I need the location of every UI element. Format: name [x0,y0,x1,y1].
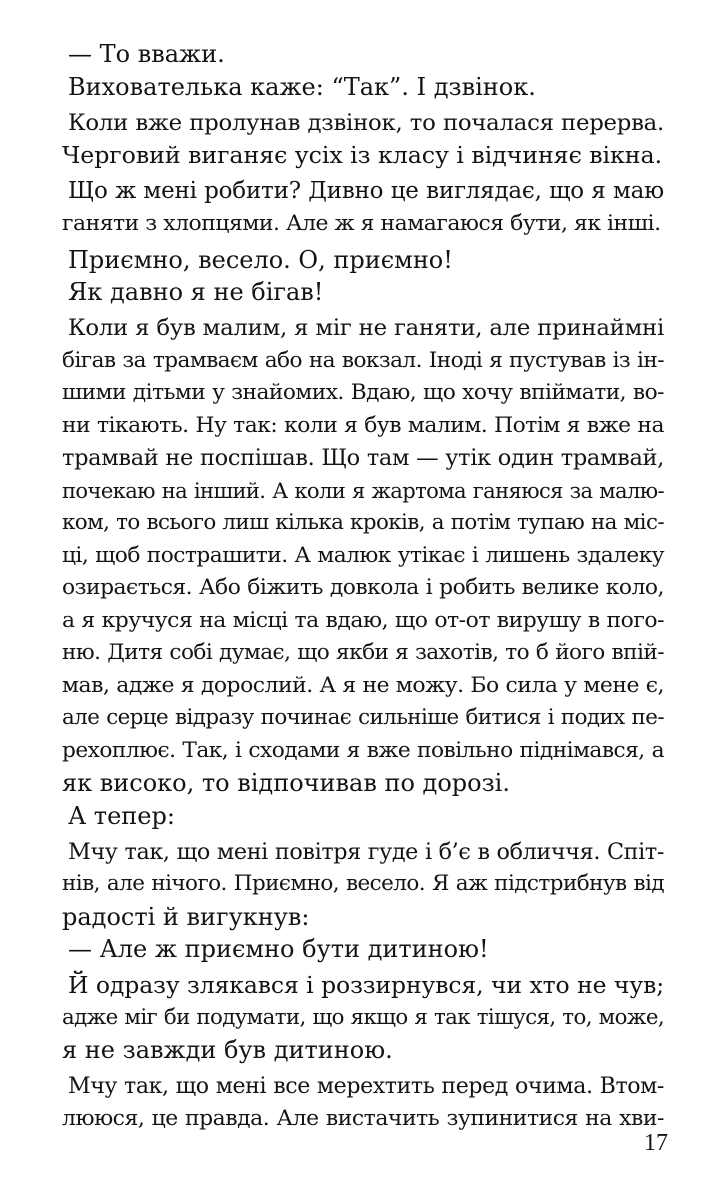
text-line: Й одразу злякався і роззирнувся, чи хто не чув; [68,971,664,999]
text-line: Коли вже пролунав дзвінок, то почалася перерва. [68,109,664,136]
text-line: рехоплює. Так, і сходами я вже повільно піднімався, а [62,737,664,763]
text-line: Мчу так, що мені повітря гуде і б’є в обличчя. Спіт- [68,838,664,865]
body-text [62,38,664,1135]
text-line: ганяти з хлопцями. Але ж я намагаюся бути, як інші. [62,210,661,236]
text-line: шими дітьми у знайомих. Вдаю, що хочу впіймати, во- [62,380,664,405]
text-line: Черговий виганяє усіх із класу і відчиняє вікна. [62,141,663,169]
text-line: Коли я був малим, я міг не ганяти, але принаймні [68,315,664,341]
text-line: адже міг би подумати, що якщо я так тішуся, то, може, [62,1004,664,1030]
text-line: ком, то всього лиш кілька кроків, а потім тупаю на міс- [62,510,664,535]
text-line: бігав за трамваєм або на вокзал. Іноді я пустував із ін- [62,347,664,373]
text-line: трамвай не поспішав. Що там — утік один трамвай, [62,445,664,471]
text-line: Як давно я не бігав! [68,278,324,306]
text-line: лююся, це правда. Але вистачить зупинитися на хви- [62,1105,664,1131]
text-line: Що ж мені робити? Дивно це виглядає, що я маю [68,178,664,204]
text-line: а я кручуся на місці та вдаю, що от-от вирушу в пого- [62,607,664,633]
text-line: Мчу так, що мені все мерехтить перед очима. Втом- [68,1073,664,1099]
text-line: мав, адже я дорослий. А я не можу. Бо сила у мене є, [62,672,664,698]
text-line: А тепер: [68,801,175,830]
text-line: озирається. Або біжить довкола і робить велике коло, [62,575,664,600]
text-line: але серце відразу починає сильніше битися і подих пе- [62,705,664,730]
text-line: радості й вигукнув: [62,902,310,931]
text-line: почекаю на інший. А коли я жартома ганяюся за малю- [62,477,664,503]
text-line: Вихователька каже: “Так”. І дзвінок. [68,72,536,101]
text-line: нів, але нічого. Приємно, весело. Я аж підстрибнув від [62,871,664,896]
text-line: ню. Дитя собі думає, що якби я захотів, то б його впій- [62,640,664,665]
text-line: ці, щоб пострашити. А малюк утікає і лишень здалеку [62,542,664,568]
text-line: як високо, то відпочивав по дорозі. [62,769,510,797]
text-line: Приємно, весело. О, приємно! [68,245,453,274]
text-line: ни тікають. Ну так: коли я був малим. Потім я вже на [62,412,664,438]
text-line: я не завжди був дитиною. [62,1036,393,1064]
page-number: 17 [644,1130,668,1156]
text-line: — То вважи. [68,40,225,68]
text-line: — Але ж приємно бути дитиною! [68,935,489,963]
